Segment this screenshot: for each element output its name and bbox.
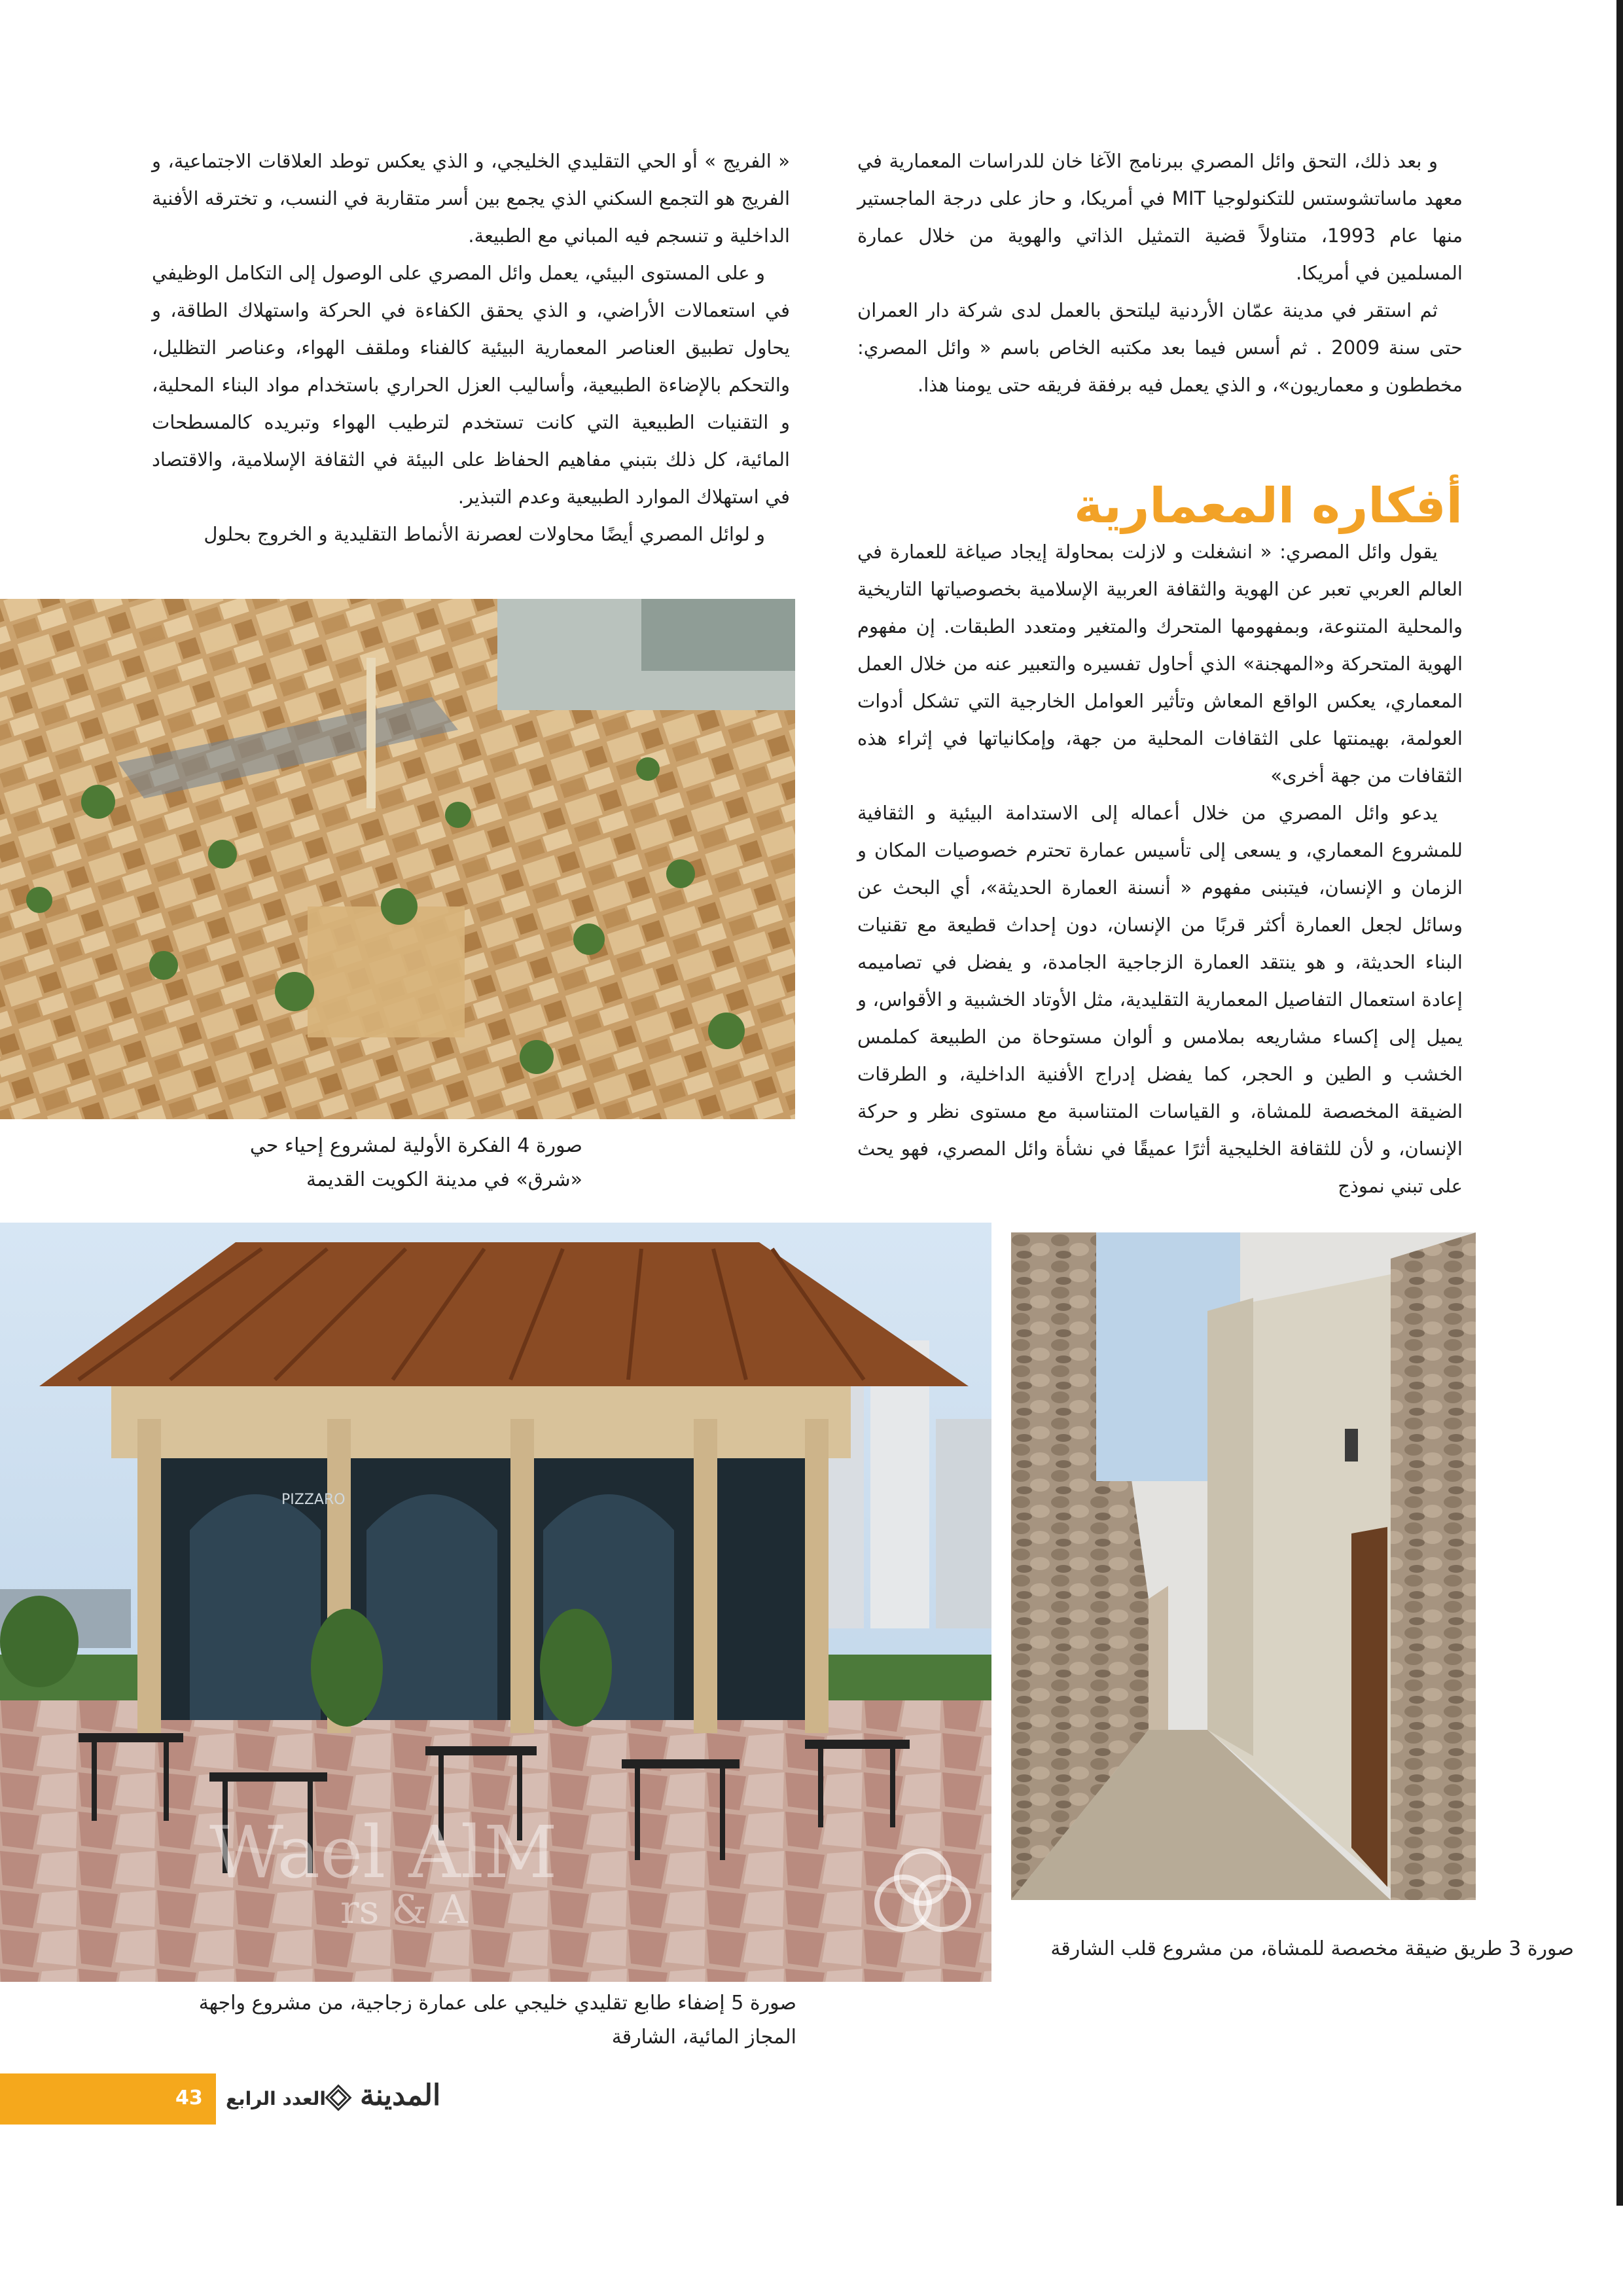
- section-heading: أفكاره المعمارية: [1074, 478, 1463, 534]
- magazine-name: المدينة: [360, 2079, 441, 2112]
- paragraph: ثم استقر في مدينة عمّان الأردنية ليلتحق بالعمل لدى شركة دار العمران حتى سنة 2009 . ثم أسس فيما بعد مكتبه الخاص باسم « وائل المصري: مخططون و معماريون»، و الذي يعمل فيه برفقة فريقه حتى يومنا هذا.: [857, 299, 1463, 396]
- cafe-signage: PIZZARO: [281, 1492, 346, 1508]
- caption-photo-4: [196, 1129, 582, 1197]
- paragraph: « الفريج » أو الحي التقليدي الخليجي، و الذي يعكس توطد العلاقات الاجتماعية، و الفريج هو التجمع السكني الذي يجمع بين أسر متقاربة في النسب، و تخترقه الأفنية الداخلية و تنسجم فيه المباني مع الطبيعة.: [152, 150, 790, 247]
- paragraph: و بعد ذلك، التحق وائل المصري ببرنامج الآغا خان للدراسات المعمارية في معهد ماساتشوستس للتكنولوجيا MIT في أمريكا، و حاز على درجة الماجستير منها عام 1993، متناولاً قضية التمثيل الذاتي والهوية من خلال عمارة المسلمين في أمريكا.: [857, 150, 1463, 284]
- left-column: [152, 143, 790, 553]
- right-column-top: [857, 143, 1463, 404]
- caption-line: المجاز المائية، الشارقة: [611, 2026, 796, 2049]
- paragraph: و لوائل المصري أيضًا محاولات لعصرنة الأنماط التقليدية و الخروج بحلول: [204, 523, 765, 545]
- right-column-body: [857, 533, 1463, 1205]
- issue-label: العدد الرابع: [226, 2088, 326, 2109]
- caption-line: صورة 4 الفكرة الأولية لمشروع إحياء حي: [249, 1134, 582, 1157]
- caption-photo-3: صورة 3 طريق ضيقة مخصصة للمشاة، من مشروع قلب الشارقة: [1050, 1937, 1574, 1960]
- photo-model-sharq: [0, 599, 795, 1119]
- page-number: 43: [175, 2087, 203, 2109]
- paragraph: يقول وائل المصري: « انشغلت و لازلت بمحاولة إيجاد صياغة للعمارة في العالم العربي تعبر عن الهوية والثقافة العربية الإسلامية بخصوصياتها التاريخية والمحلية المتنوعة، وبمفهومها المتحرك والمتغير ومتعدد الطبقات. إن مفهوم الهوية المتحركة و«المهجنة» الذي أحاول تفسيره والتعبير عنه من خلال العمل المعماري، يعكس الواقع المعاش وتأثير العوامل الخارجية التي تشكل أدوات العولمة، بهيمنتها على الثقافات المحلية من جهة، وإمكانياتها في إثراء هذه الثقافات من جهة أخرى»: [857, 541, 1463, 787]
- caption-line: «شرق» في مدينة الكويت القديمة: [306, 1168, 582, 1191]
- magazine-logo-icon: [322, 2080, 355, 2117]
- photo-narrow-alley: [1011, 1232, 1476, 1900]
- photo-pavilion-cafe: [0, 1223, 991, 1982]
- photo-watermark-sub: rs & A: [340, 1887, 468, 1933]
- photo-watermark: Wael AlM: [209, 1810, 558, 1894]
- page-edge-rule: [1616, 0, 1623, 2206]
- paragraph: يدعو وائل المصري من خلال أعماله إلى الاستدامة البيئية و الثقافية للمشروع المعماري، و يسعى إلى تأسيس عمارة تحترم خصوصيات المكان و الزمان و الإنسان، فيتبنى مفهوم « أنسنة العمارة الحديثة»، أي البحث عن وسائل لجعل العمارة أكثر قربًا من الإنسان، دون إحداث قطيعة مع تقنيات البناء الحديثة، و هو ينتقد العمارة الزجاجية الجامدة، و يفضل في تصاميمه إعادة استعمال التفاصيل المعمارية التقليدية، مثل الأوتاد الخشبية و الأقواس، و يميل إلى إكساء مشاريعه بملامس و ألوان مستوحاة من الطبيعة كملمس الخشب و الطين و الحجر، كما يفضل إدراج الأفنية الداخلية، و الطرقات الضيقة المخصصة للمشاة، و القياسات المتناسبة مع مستوى نظر و حركة الإنسان، و لأن للثقافة الخليجية أثرًا عميقًا في نشأة وائل المصري، فهو يحث على تبني نموذج: [857, 802, 1463, 1197]
- paragraph: و على المستوى البيئي، يعمل وائل المصري على الوصول إلى التكامل الوظيفي في استعمالات الأراضي، و الذي يحقق الكفاءة في الحركة واستهلاك الطاقة، و يحاول تطبيق العناصر المعمارية البيئية كالفناء وملقف الهواء، وعناصر التظليل، والتحكم بالإضاءة الطبيعية، وأساليب العزل الحراري باستخدام مواد البناء المحلية، و التقنيات الطبيعية التي كانت تستخدم لترطيب الهواء وتبريده كالمسطحات المائية، كل ذلك بتبني مفاهيم الحفاظ على البيئة في الثقافة الإسلامية، والاقتصاد في استهلاك الموارد الطبيعية وعدم التبذير.: [152, 262, 790, 508]
- caption-photo-5: [152, 1986, 796, 2054]
- caption-line: صورة 5 إضفاء طابع تقليدي خليجي على عمارة زجاجية، من مشروع واجهة: [198, 1992, 796, 2015]
